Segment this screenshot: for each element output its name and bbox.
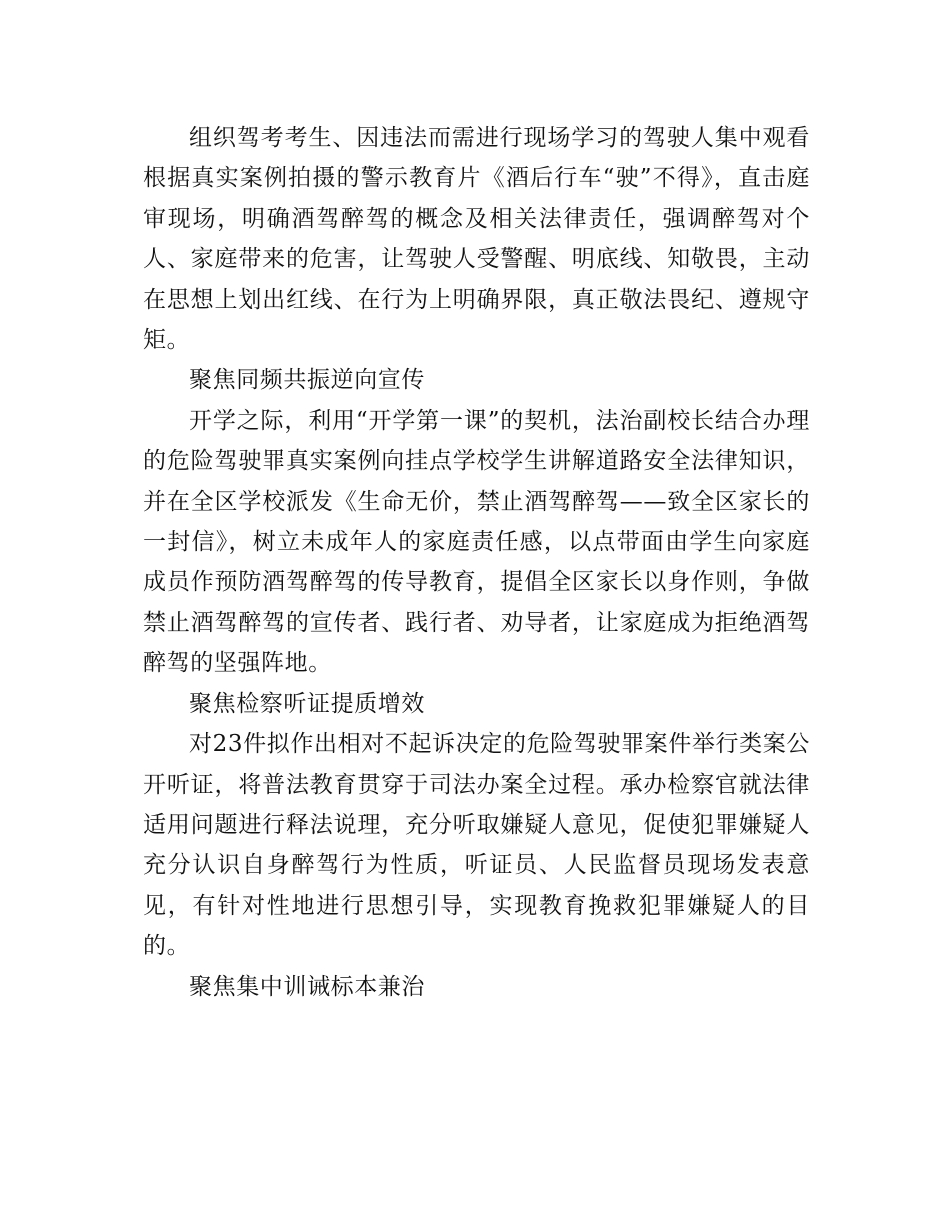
section-heading-procuratorial-hearing: 聚焦检察听证提质增效 xyxy=(189,690,425,717)
document-body xyxy=(143,118,810,1007)
paragraph-public-hearing: 对23件拟作出相对不起诉决定的危险驾驶罪案件举行类案公开听证，将普法教育贯穿于司法办案全过程。承办检察官就法律适用问题进行释法说理，充分听取嫌疑人意见，促使犯罪嫌疑人充分认识自身醉驾行为性质，听证员、人民监督员现场发表意见，有针对性地进行思想引导，实现教育挽救犯罪嫌疑人的目的。 xyxy=(143,731,810,960)
paragraph-warning-film: 组织驾考考生、因违法而需进行现场学习的驾驶人集中观看根据真实案例拍摄的警示教育片《酒后行车“驶”不得》，直击庭审现场，明确酒驾醉驾的概念及相关法律责任，强调醉驾对个人、家庭带来的危害，让驾驶人受警醒、明底线、知敬畏，主动在思想上划出红线、在行为上明确界限，真正敬法畏纪、遵规守矩。 xyxy=(143,125,810,354)
paragraph-school-lesson: 开学之际，利用“开学第一课”的契机，法治副校长结合办理的危险驾驶罪真实案例向挂点学校学生讲解道路安全法律知识，并在全区学校派发《生命无价，禁止酒驾醉驾——致全区家长的一封信》，树立未成年人的家庭责任感，以点带面由学生向家庭成员作预防酒驾醉驾的传导教育，提倡全区家长以身作则，争做禁止酒驾醉驾的宣传者、践行者、劝导者，让家庭成为拒绝酒驾醉驾的坚强阵地。 xyxy=(143,407,810,677)
section-heading-reverse-publicity: 聚焦同频共振逆向宣传 xyxy=(189,367,425,394)
section-heading-centralized-admonition: 聚焦集中训诫标本兼治 xyxy=(189,973,425,1000)
